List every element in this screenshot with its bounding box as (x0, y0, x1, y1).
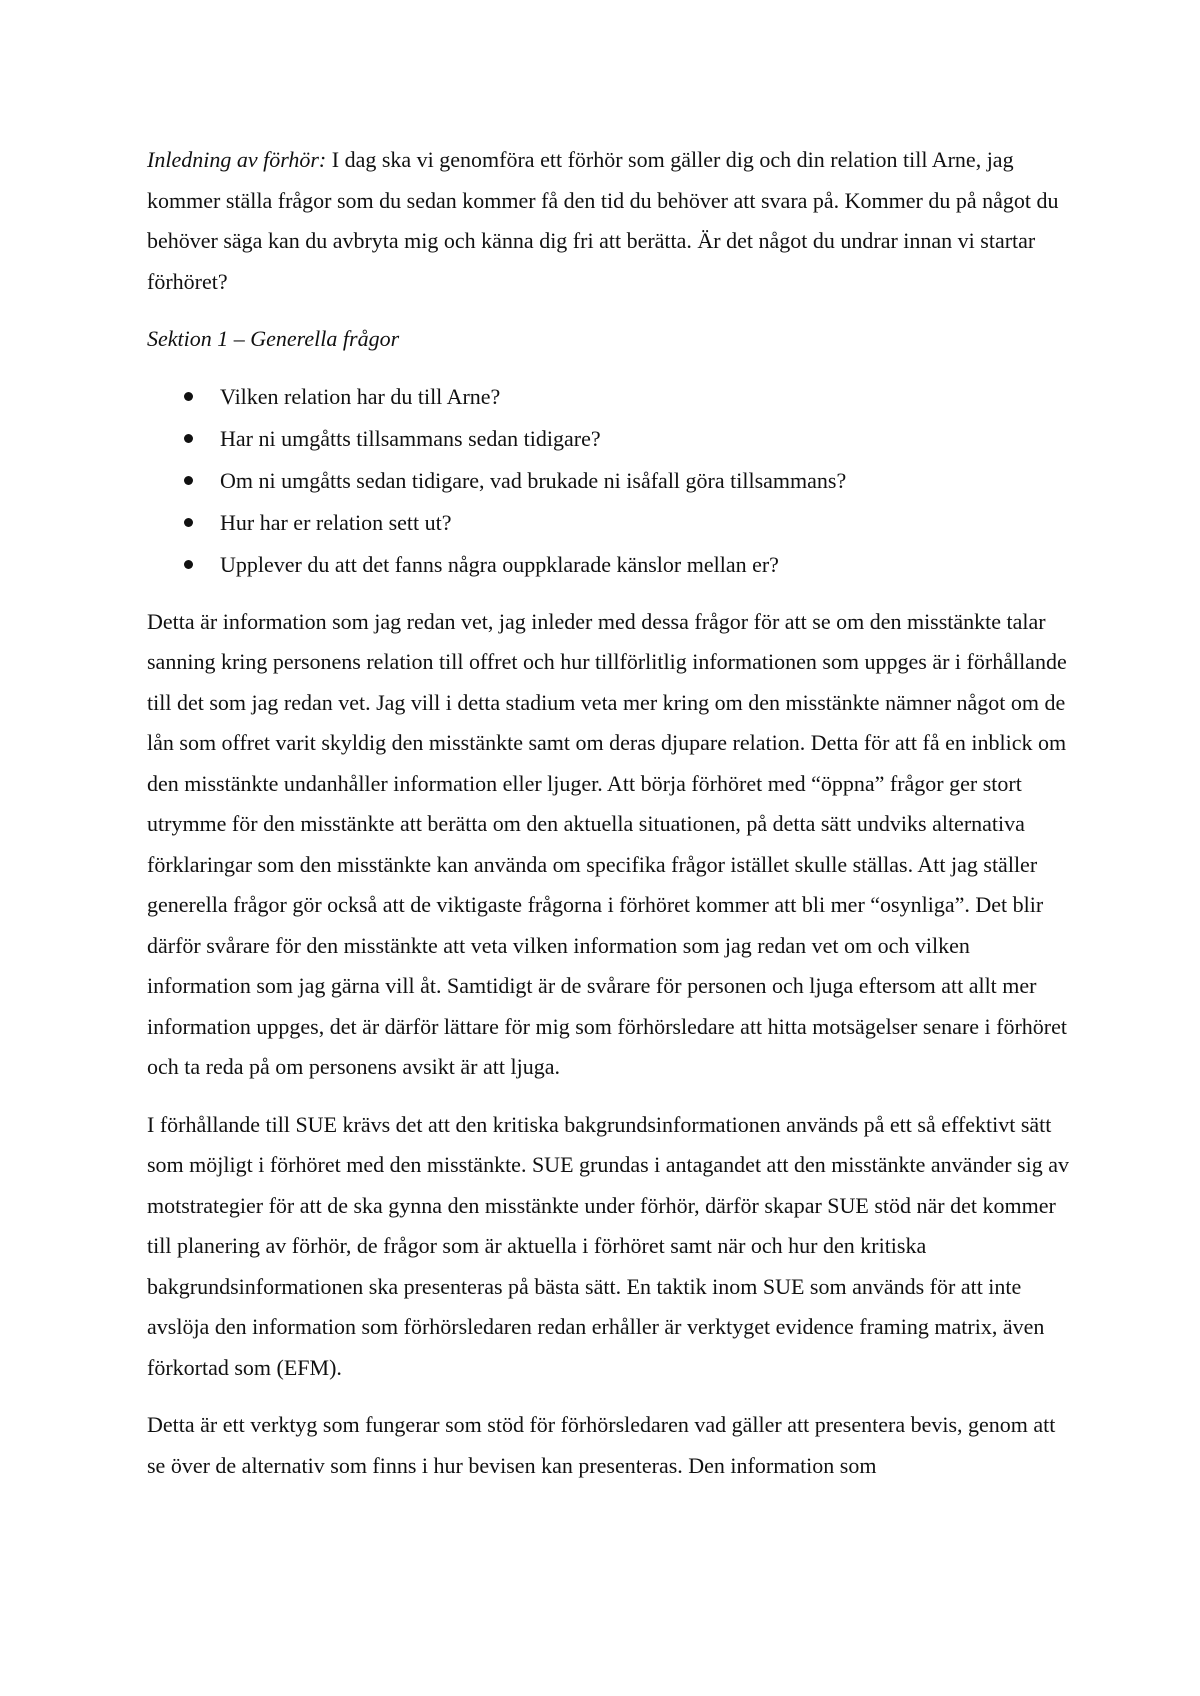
bullet-icon (184, 476, 193, 485)
body-paragraph-sue: I förhållande till SUE krävs det att den kritiska bakgrundsinformationen används på ett så effektivt sätt som möjligt i förhöret med den misstänkte. SUE grundas i antagandet att den misstänkte använder sig av motstrategier för att de ska gynna den misstänkte under förhör, därför skapar SUE stöd när det kommer till planering av förhör, de frågor som är aktuella i förhöret samt när och hur den kritiska bakgrundsinformationen ska presenteras på bästa sätt. En taktik inom SUE som används för att inte avslöja den information som förhörsledaren redan erhåller är verktyget evidence framing matrix, även förkortad som (EFM). (147, 1111, 1069, 1380)
intro-paragraph (147, 140, 1072, 302)
intro-label: Inledning av förhör: (147, 147, 327, 172)
bullet-icon (184, 518, 193, 527)
bullet-icon (184, 560, 193, 569)
document-body (147, 140, 1072, 1503)
bullet-icon (184, 392, 193, 401)
list-item (147, 544, 1072, 586)
question-text: Om ni umgåtts sedan tidigare, vad brukade ni isåfall göra tillsammans? (220, 467, 847, 493)
section-heading: Sektion 1 – Generella frågor (147, 326, 400, 351)
bullet-icon (184, 434, 193, 443)
question-text: Hur har er relation sett ut? (220, 509, 452, 535)
body-paragraph-efm: Detta är ett verktyg som fungerar som stöd för förhörsledaren vad gäller att presentera bevis, genom att se över de alternativ som finns i hur bevisen kan presenteras. Den information som (147, 1412, 1056, 1478)
list-item (147, 376, 1072, 418)
body-paragraph-analysis: Detta är information som jag redan vet, jag inleder med dessa frågor för att se om den misstänkte talar sanning kring personens relation till offret och hur tillförlitlig informationen som uppges är i förhållande till det som jag redan vet. Jag vill i detta stadium veta mer kring om den misstänkte nämner något om de lån som offret varit skyldig den misstänkte samt om deras djupare relation. Detta för att få en inblick om den misstänkte undanhåller information eller ljuger. Att börja förhöret med “öppna” frågor ger stort utrymme för den misstänkte att berätta om den aktuella situationen, på detta sätt undviks alternativa förklaringar som den misstänkte kan använda om specifika frågor istället skulle ställas. Att jag ställer generella frågor gör också att de viktigaste frågorna i förhöret kommer att bli mer “osynliga”. Det blir därför svårare för den misstänkte att veta vilken information som jag redan vet om och vilken information som jag gärna vill åt. Samtidigt är de svårare för personen och ljuga eftersom att allt mer information uppges, det är därför lättare för mig som förhörsledare att hitta motsägelser senare i förhöret och ta reda på om personens avsikt är att ljuga. (147, 608, 1068, 1079)
list-item (147, 418, 1072, 460)
intro-text: I dag ska vi genomföra ett förhör som gäller dig och din relation till Arne, jag kommer ställa frågor som du sedan kommer få den tid du behöver att svara på. Kommer du på något du behöver säga kan du avbryta mig och känna dig fri att berätta. Är det något du undrar innan vi startar förhöret? (147, 147, 1059, 294)
list-item (147, 460, 1072, 502)
question-text: Vilken relation har du till Arne? (220, 383, 501, 409)
list-item (147, 502, 1072, 544)
question-list (147, 376, 1072, 586)
question-text: Har ni umgåtts tillsammans sedan tidigare? (220, 425, 601, 451)
question-text: Upplever du att det fanns några ouppklarade känslor mellan er? (220, 551, 779, 577)
